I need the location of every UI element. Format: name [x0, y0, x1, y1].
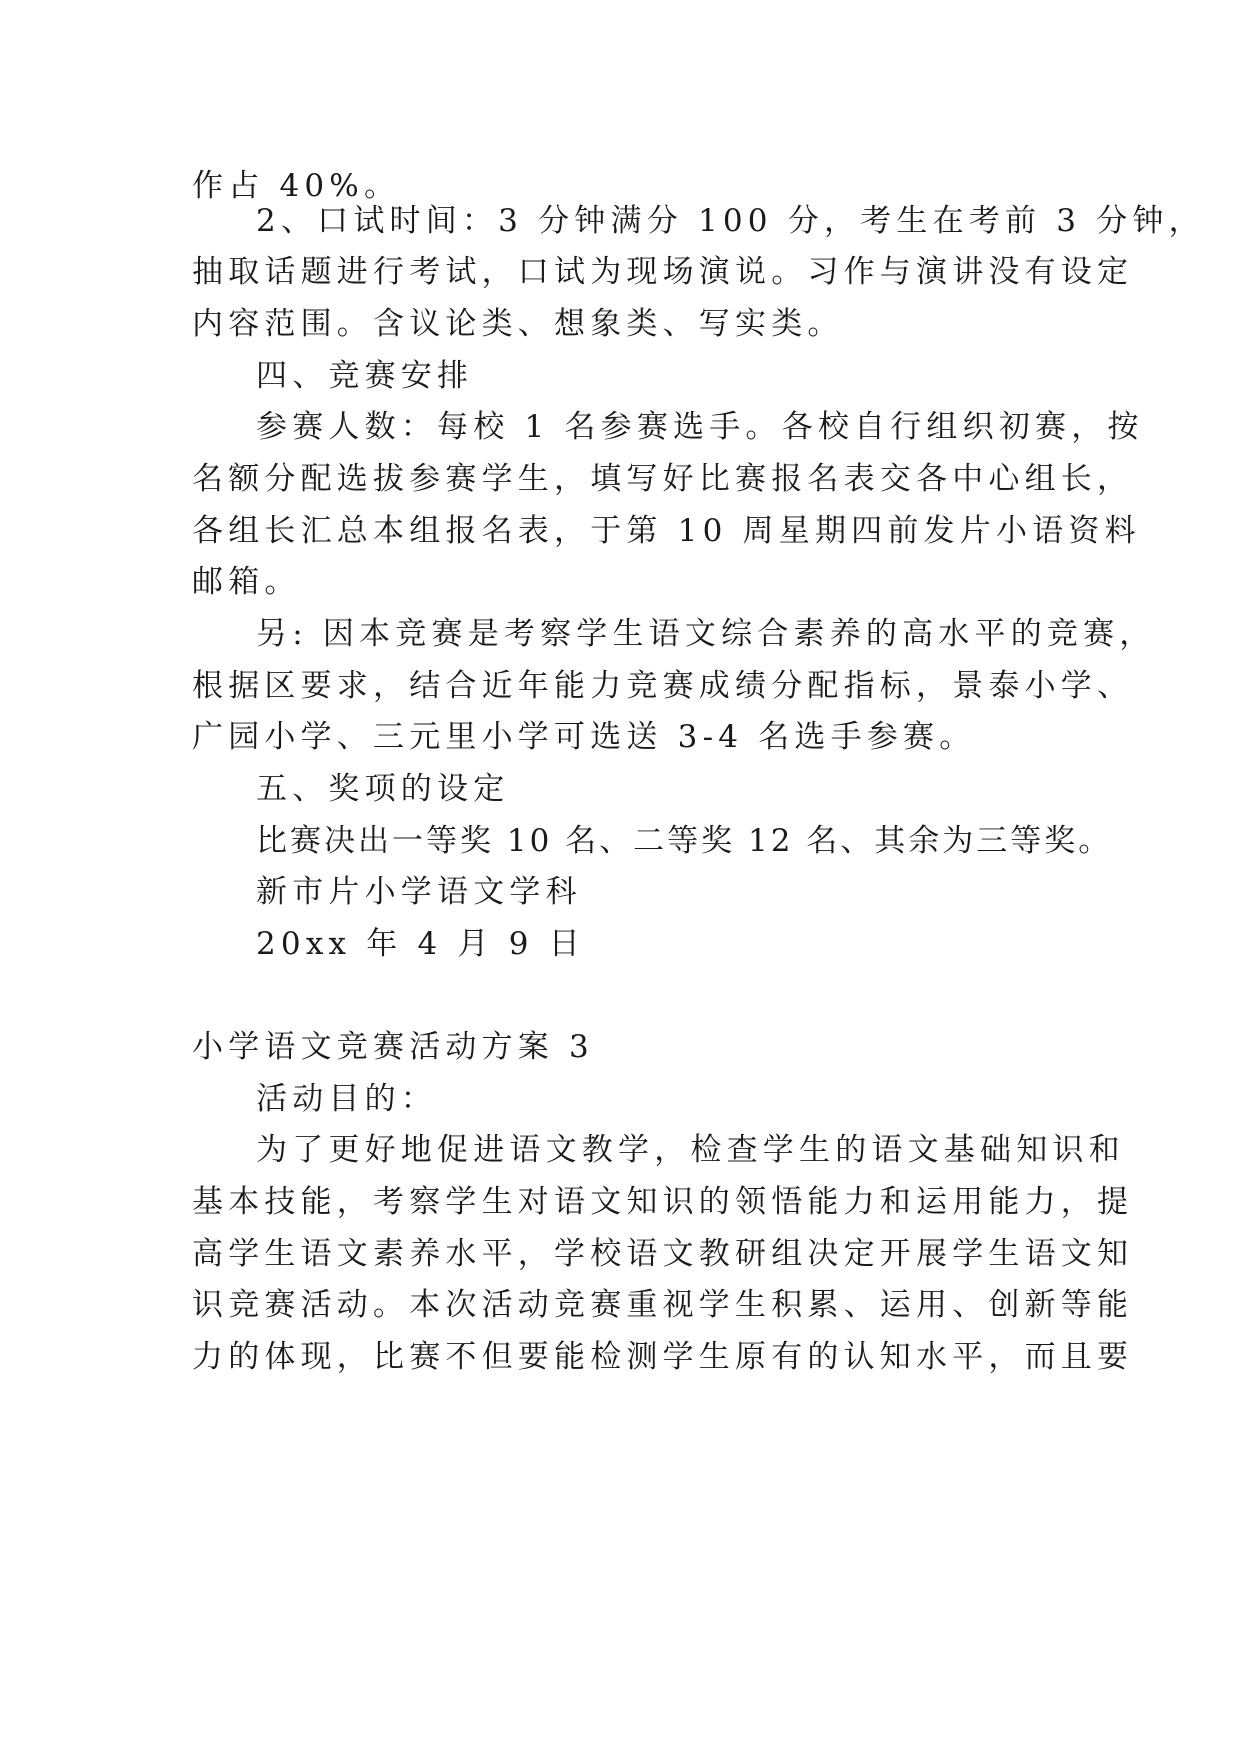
paragraph-line: 另: 因本竞赛是考察学生语文综合素养的高水平的竞赛， — [256, 616, 1156, 652]
paragraph-line: 2、口试时间：3 分钟满分 100 分，考生在考前 3 分钟， — [256, 203, 1205, 239]
document-title: 小学语文竞赛活动方案 3 — [192, 1029, 594, 1065]
date-line: 20xx 年 4 月 9 日 — [256, 926, 585, 962]
section-heading: 活动目的： — [256, 1081, 437, 1117]
paragraph-line: 比赛决出一等奖 10 名、二等奖 12 名、其余为三等奖。 — [256, 823, 1113, 859]
paragraph-line: 抽取话题进行考试，口试为现场演说。习作与演讲没有设定 — [192, 254, 1134, 290]
paragraph-line: 内容范围。含议论类、想象类、写实类。 — [192, 306, 844, 342]
paragraph-line: 各组长汇总本组报名表，于第 10 周星期四前发片小语资料 — [192, 513, 1141, 549]
paragraph-line: 根据区要求，结合近年能力竞赛成绩分配指标，景泰小学、 — [192, 668, 1134, 704]
paragraph-line: 基本技能，考察学生对语文知识的领悟能力和运用能力，提 — [192, 1184, 1134, 1220]
paragraph-line: 参赛人数：每校 1 名参赛选手。各校自行组织初赛，按 — [256, 409, 1144, 445]
signature-line: 新市片小学语文学科 — [256, 874, 582, 910]
section-heading: 五、奖项的设定 — [256, 771, 510, 807]
paragraph-line: 识竞赛活动。本次活动竞赛重视学生积累、运用、创新等能 — [192, 1287, 1134, 1323]
paragraph-line: 名额分配选拔参赛学生，填写好比赛报名表交各中心组长， — [192, 461, 1134, 497]
paragraph-line: 力的体现，比赛不但要能检测学生原有的认知水平，而且要 — [192, 1339, 1134, 1375]
paragraph-line: 广园小学、三元里小学可选送 3-4 名选手参赛。 — [192, 719, 976, 755]
paragraph-line: 为了更好地促进语文教学，检查学生的语文基础知识和 — [256, 1132, 1125, 1168]
section-heading: 四、竞赛安排 — [256, 358, 474, 394]
paragraph-line: 邮箱。 — [192, 564, 301, 600]
paragraph-line: 高学生语文素养水平，学校语文教研组决定开展学生语文知 — [192, 1236, 1134, 1272]
paragraph-line: 作占 40%。 — [192, 168, 401, 204]
